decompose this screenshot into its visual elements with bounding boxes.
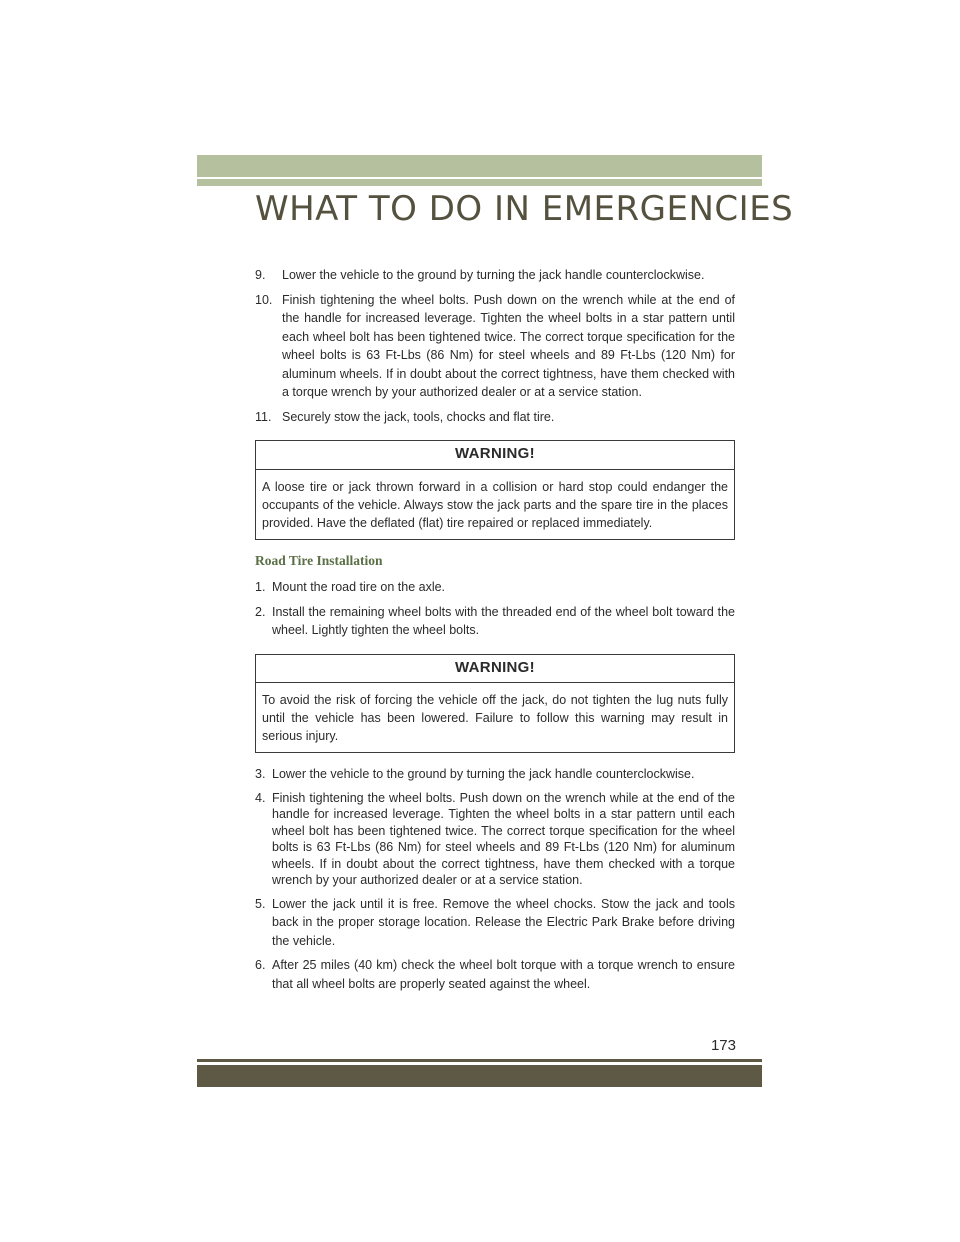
list-item: [255, 895, 735, 951]
step-text: After 25 miles (40 km) check the wheel bolt torque with a torque wrench to ensure that all wheel bolts are properly seated against the wheel.: [272, 958, 735, 991]
list-item: [255, 956, 735, 993]
header-band: [197, 155, 762, 177]
step-number: 6.: [255, 958, 266, 972]
step-text: Finish tightening the wheel bolts. Push down on the wrench while at the end of the handle for increased leverage. Tighten the wheel bolts in a star pattern until each wheel bolt has been tightened twice. The correct torque specification for the wheel bolts is 63 Ft-Lbs (86 Nm) for steel wheels and 89 Ft-Lbs (120 Nm) for aluminum wheels. If in doubt about the correct tightness, have them checked with a torque wrench by your authorized dealer or at a service station.: [272, 790, 735, 887]
step-text: Securely stow the jack, tools, chocks and flat tire.: [282, 409, 555, 424]
step-number: 5.: [255, 896, 266, 911]
list-item: [255, 578, 735, 597]
warning-title: WARNING!: [256, 655, 734, 684]
page-content: [255, 266, 735, 999]
step-text: Install the remaining wheel bolts with the threaded end of the wheel bolt toward the wheel. Lightly tighten the wheel bolts.: [272, 604, 735, 637]
step-number: 11.: [255, 409, 272, 424]
step-number: 10.: [255, 292, 273, 307]
step-text: Mount the road tire on the axle.: [272, 580, 446, 594]
step-number: 4.: [255, 790, 266, 805]
step-number: 9.: [255, 268, 266, 282]
list-item: [255, 266, 735, 285]
step-text: Lower the vehicle to the ground by turning the jack handle counterclockwise.: [282, 268, 705, 282]
step-number: 3.: [255, 767, 266, 781]
list-item: [255, 603, 735, 640]
warning-text: To avoid the risk of forcing the vehicle off the jack, do not tighten the lug nuts fully until the vehicle has been lowered. Failure to follow this warning may result in serious injury.: [262, 693, 728, 743]
list-item: [255, 765, 735, 784]
footer-rule: [197, 1059, 762, 1062]
warning-box: [255, 654, 735, 754]
page-number: 173: [710, 1037, 736, 1054]
list-item: [255, 408, 735, 427]
step-text: Finish tightening the wheel bolts. Push down on the wrench while at the end of the handle for increased leverage. Tighten the wheel bolts in a star pattern until each wheel bolt has been tightened twice. The correct torque specification for the wheel bolts is 63 Ft-Lbs (86 Nm) for steel wheels and 89 Ft-Lbs (120 Nm) for aluminum wheels. If in doubt about the correct tightness, have them checked with a torque wrench by your authorized dealer or at a service station.: [282, 292, 735, 399]
warning-title: WARNING!: [256, 441, 734, 470]
header-rule: [197, 179, 762, 186]
warning-text: A loose tire or jack thrown forward in a collision or hard stop could endanger the occupants of the vehicle. Always stow the jack parts and the spare tire in the places provided. Have the deflated (flat) tire repaired or replaced immediately.: [262, 479, 728, 530]
step-number: 2.: [255, 604, 266, 619]
step-text: Lower the vehicle to the ground by turning the jack handle counterclockwise.: [272, 767, 695, 781]
step-number: 1.: [255, 580, 266, 594]
list-item: [255, 790, 735, 889]
warning-box: [255, 440, 735, 540]
list-item: [255, 291, 735, 402]
step-text: Lower the jack until it is free. Remove the wheel chocks. Stow the jack and tools back in the proper storage location. Release the Electric Park Brake before driving the vehicle.: [272, 896, 735, 948]
chapter-title: WHAT TO DO IN EMERGENCIES: [255, 189, 794, 229]
footer-band: [197, 1065, 762, 1087]
section-heading: Road Tire Installation: [255, 552, 383, 568]
